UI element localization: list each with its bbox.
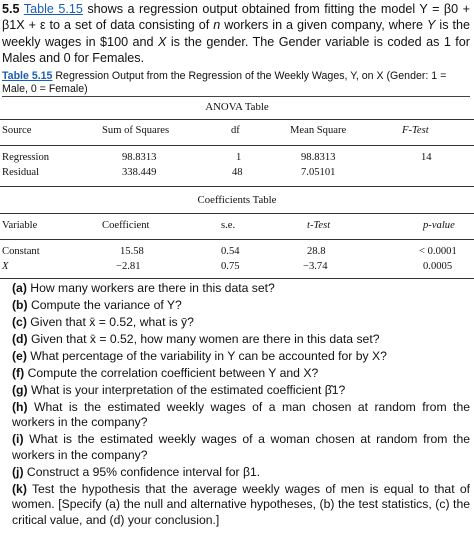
coef-header-variable: Variable <box>2 220 38 231</box>
question-label: (i) <box>12 432 24 447</box>
question-label: (g) <box>12 383 28 397</box>
question-item <box>12 281 470 296</box>
question-item <box>12 400 470 431</box>
table-caption <box>2 70 470 97</box>
model-equation: Y = β0 + β1X + ε <box>2 2 470 33</box>
anova-header-ms: Mean Square <box>290 125 347 136</box>
question-label: (c) <box>12 315 27 329</box>
var-y: Y <box>427 18 436 33</box>
caption-text: Regression Output from the Regression of the Weekly Wages, Y, on X (Gender: 1 = Male, 0 = Female) <box>2 70 447 95</box>
anova-f: 14 <box>421 152 432 163</box>
anova-header-f: F-Test <box>402 125 429 136</box>
problem-text-4: is the weekly wages in $100 and <box>2 18 470 49</box>
question-item <box>12 432 470 463</box>
question-label: (j) <box>12 464 24 479</box>
coef-header-rule <box>0 239 474 240</box>
question-item <box>12 298 470 313</box>
anova-header-source: Source <box>2 125 32 136</box>
question-item <box>12 465 470 480</box>
coef-coefficient: 15.58 <box>120 246 144 257</box>
question-text: What percentage of the variability in Y can be accounted for by X? <box>26 349 387 363</box>
anova-source: Residual <box>2 167 40 178</box>
question-item <box>12 482 470 528</box>
coef-header-p: p-value <box>423 220 455 231</box>
question-text: What is the estimated weekly wages of a woman chosen at random from the workers in the company? <box>12 432 470 462</box>
var-x: X <box>158 34 167 49</box>
question-text: Construct a 95% confidence interval for β1. <box>23 464 261 479</box>
problem-text-2: to a set of data consisting of <box>45 18 214 33</box>
question-label: (d) <box>12 332 28 346</box>
anova-df: 48 <box>232 167 243 178</box>
coef-top-rule <box>0 213 474 214</box>
problem-number: 5.5 <box>2 2 20 16</box>
coef-variable: X <box>2 261 9 272</box>
question-item <box>12 366 470 381</box>
question-label: (b) <box>12 298 28 312</box>
question-item <box>12 315 470 330</box>
question-text: What is your interpretation of the estimated coefficient β̂1? <box>27 383 346 397</box>
question-item <box>12 332 470 347</box>
anova-ss: 98.8313 <box>122 152 157 163</box>
problem-text-5: is the gender. The Gender variable is coded as 1 for Males and 0 for Females. <box>2 34 470 66</box>
coef-p: < 0.0001 <box>419 246 457 257</box>
question-label: (k) <box>12 481 27 496</box>
coef-se: 0.75 <box>221 261 240 272</box>
question-text: What is the estimated weekly wages of a man chosen at random from the workers in the company? <box>12 400 470 430</box>
problem-statement <box>2 1 470 67</box>
problem-text-1: shows a regression output obtained from fitting the model <box>82 2 420 16</box>
anova-title: ANOVA Table <box>205 101 269 113</box>
question-item <box>12 349 470 364</box>
coef-coefficient: −2.81 <box>116 261 141 272</box>
anova-ss: 338.449 <box>122 167 157 178</box>
coef-header-t: t-Test <box>307 220 331 231</box>
anova-bottom-rule <box>0 186 474 187</box>
anova-df: 1 <box>236 152 242 163</box>
anova-top-rule <box>0 119 474 120</box>
question-label: (h) <box>12 400 28 414</box>
coef-t: −3.74 <box>303 261 328 272</box>
anova-header-df: df <box>231 125 240 136</box>
problem-text-3: workers in a given company, where <box>220 18 428 33</box>
question-label: (e) <box>12 349 27 363</box>
caption-label[interactable]: Table 5.15 <box>2 70 53 82</box>
coef-header-coefficient: Coefficient <box>102 220 150 231</box>
question-text: Test the hypothesis that the average weekly wages of men is equal to that of women. [Specify (a) the null and alternative hypotheses, (b) the test statistics, (c) the critical value, and (d) your conclusion.] <box>12 481 470 527</box>
question-list <box>12 281 470 530</box>
question-text: How many workers are there in this data set? <box>26 281 275 295</box>
question-text: Compute the variance of Y? <box>27 298 182 312</box>
question-label: (a) <box>12 281 27 295</box>
anova-header-rule <box>0 145 474 146</box>
coef-variable: Constant <box>2 246 40 257</box>
coef-header-se: s.e. <box>221 220 236 231</box>
anova-source: Regression <box>2 152 50 163</box>
coefficients-title: Coefficients Table <box>197 194 277 206</box>
question-text: Given that x̄ = 0.52, what is ȳ? <box>26 315 194 329</box>
question-text: Given that x̄ = 0.52, how many women are there in this data set? <box>27 332 380 346</box>
coef-bottom-rule <box>0 278 474 279</box>
anova-ms: 98.8313 <box>301 152 336 163</box>
question-item <box>12 383 470 398</box>
coef-se: 0.54 <box>221 246 240 257</box>
question-text: Compute the correlation coefficient between Y and X? <box>24 366 319 380</box>
coef-p: 0.0005 <box>423 261 453 272</box>
anova-ms: 7.05101 <box>301 167 336 178</box>
question-label: (f) <box>12 366 25 380</box>
table-link[interactable]: Table 5.15 <box>23 2 83 16</box>
coef-t: 28.8 <box>307 246 326 257</box>
anova-header-ss: Sum of Squares <box>102 125 170 136</box>
var-n: n <box>213 18 221 33</box>
